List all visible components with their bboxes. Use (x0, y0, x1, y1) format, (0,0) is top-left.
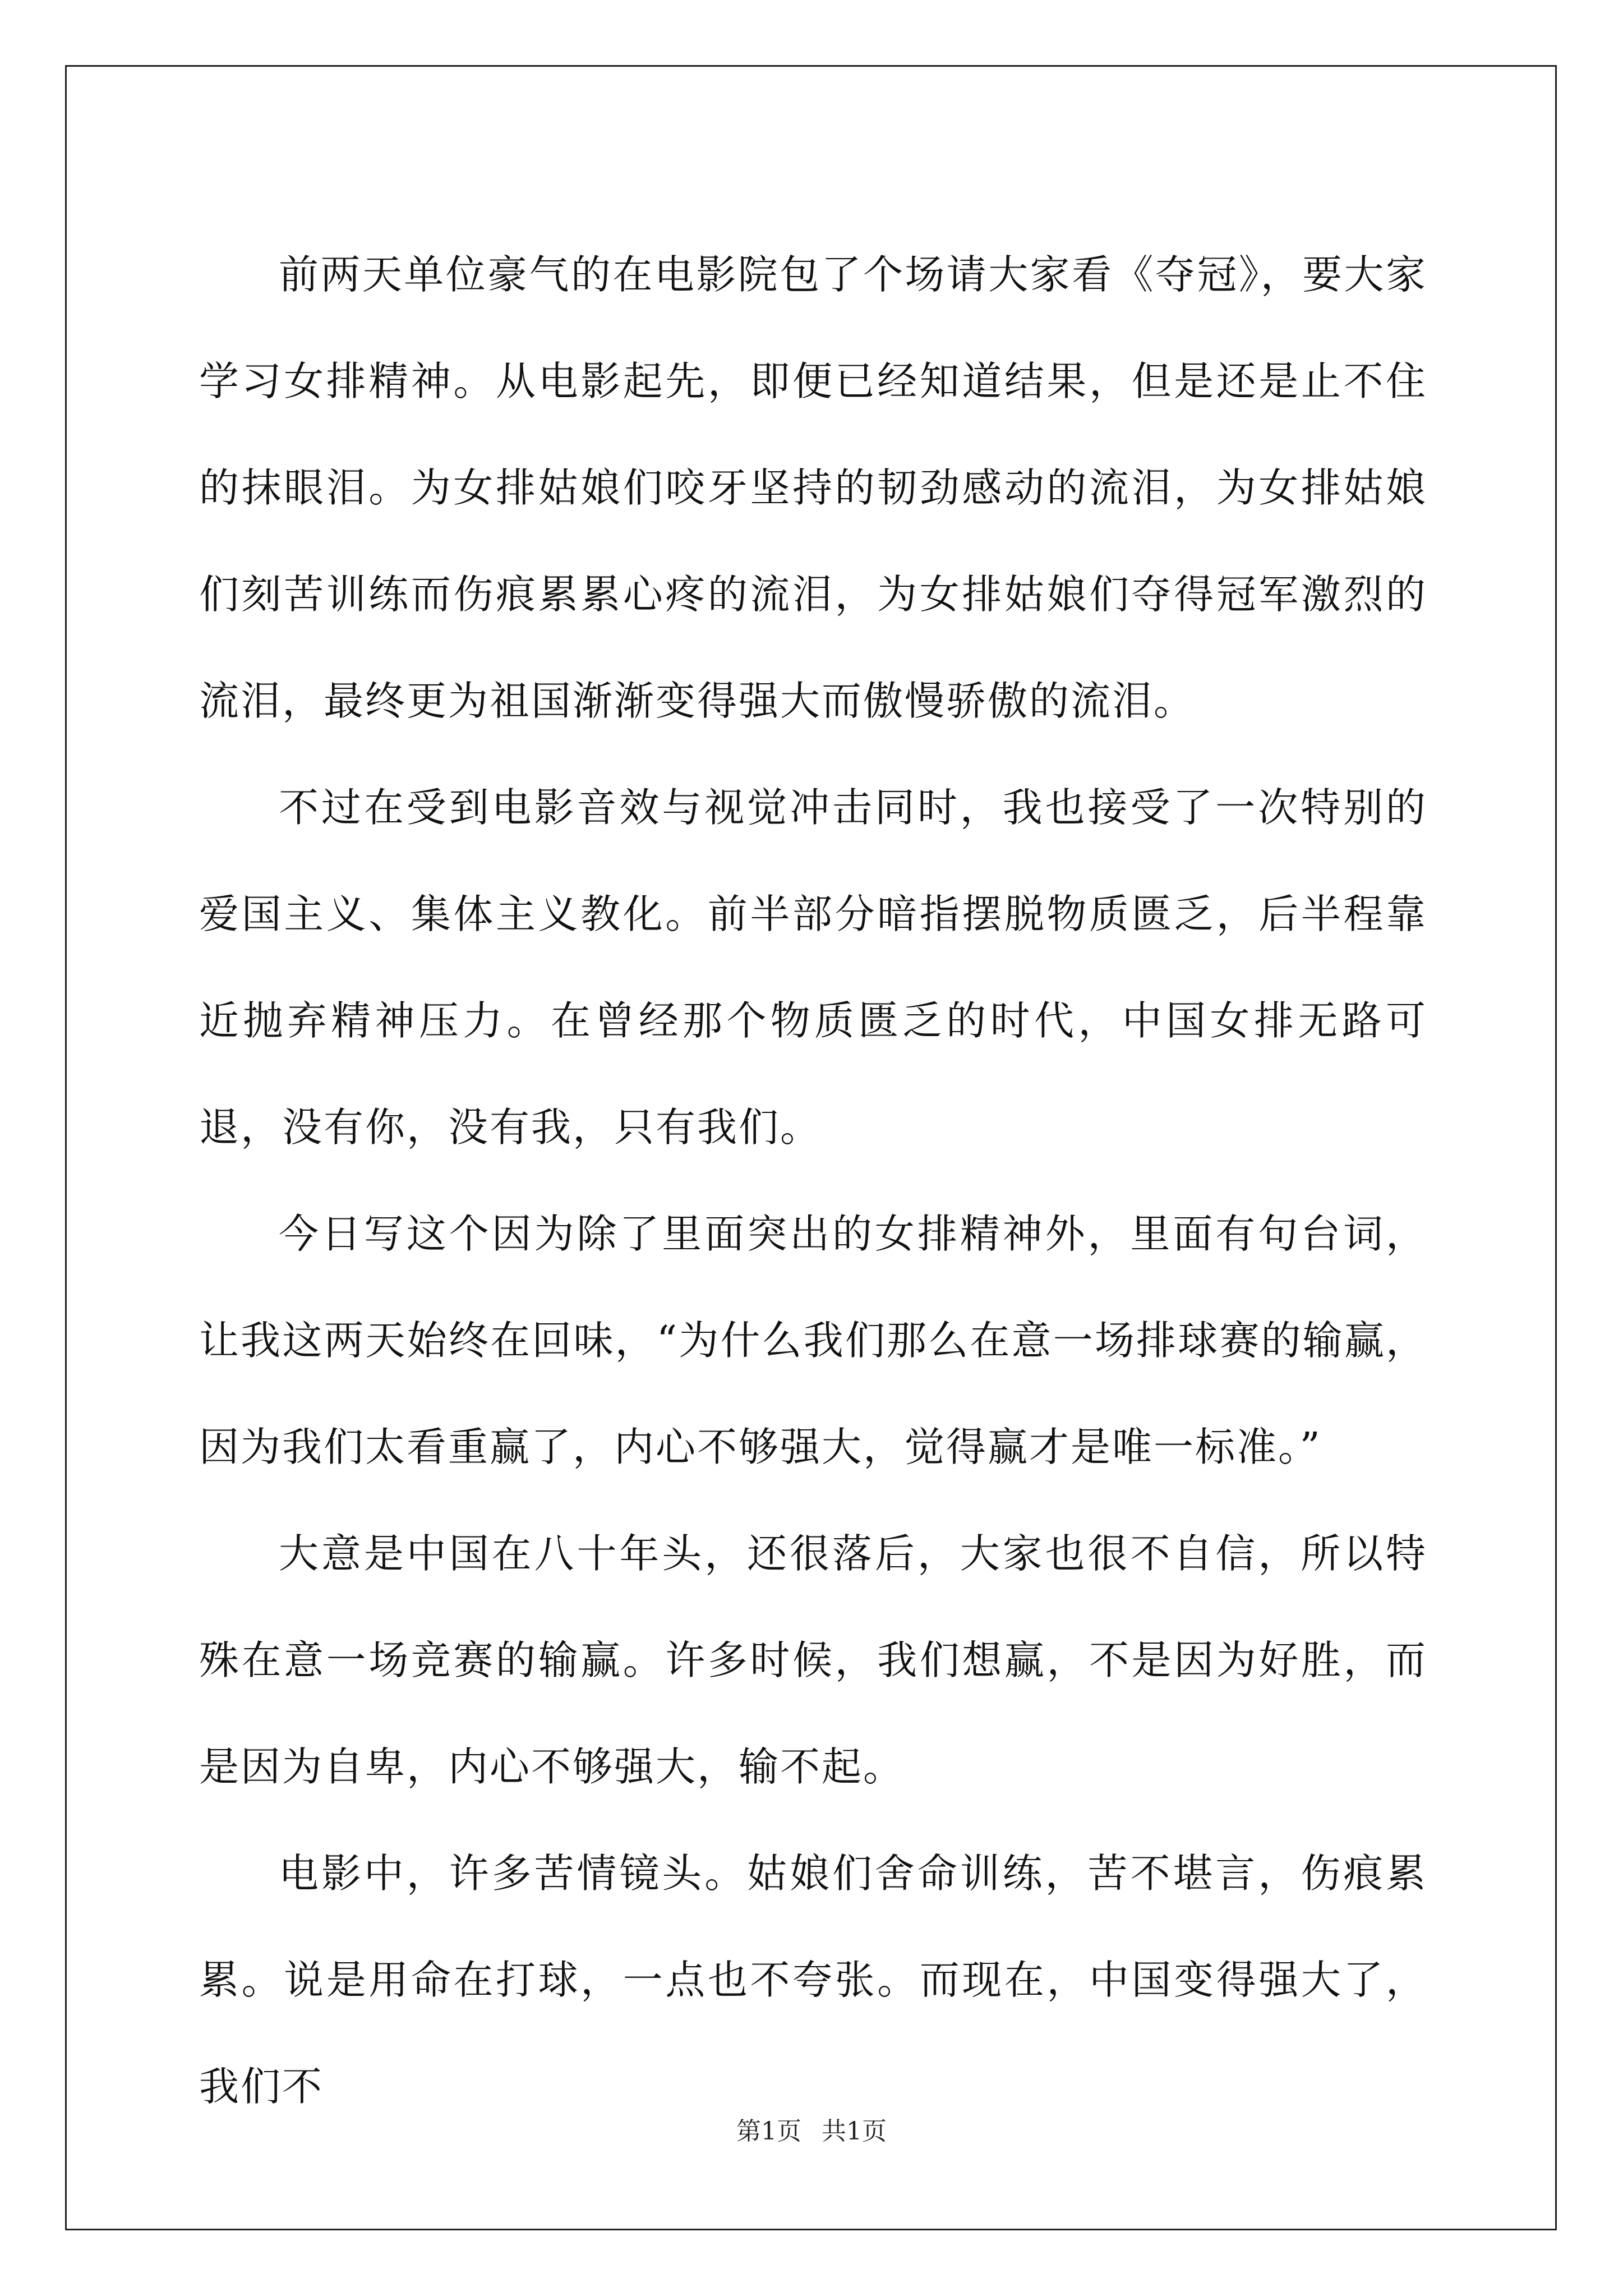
page-footer (0, 2115, 1623, 2148)
page-number-total: 共1页 (822, 2117, 887, 2146)
paragraph-5: 电影中，许多苦情镜头。姑娘们舍命训练，苦不堪言，伤痕累累。说是用命在打球，一点也不夸张。而现在，中国变得强大了，我们不 (199, 1850, 1427, 2110)
paragraph-3: 今日写这个因为除了里面突出的女排精神外，里面有句台词，让我这两天始终在回味，“为什么我们那么在意一场排球赛的输赢，因为我们太看重赢了，内心不够强大，觉得赢才是唯一标准。” (199, 1211, 1427, 1470)
paragraph-1: 前两天单位豪气的在电影院包了个场请大家看《夺冠》，要大家学习女排精神。从电影起先，即便已经知道结果，但是还是止不住的抹眼泪。为女排姑娘们咬牙坚持的韧劲感动的流泪，为女排姑娘们刻苦训练而伤痕累累心疼的流泪，为女排姑娘们夺得冠军激烈的流泪，最终更为祖国渐渐变得强大而傲慢骄傲的流泪。 (199, 251, 1427, 724)
paragraph-4: 大意是中国在八十年头，还很落后，大家也很不自信，所以特殊在意一场竞赛的输赢。许多时候，我们想赢，不是因为好胜，而是因为自卑，内心不够强大，输不起。 (199, 1530, 1427, 1790)
paragraph-2: 不过在受到电影音效与视觉冲击同时，我也接受了一次特别的爱国主义、集体主义教化。前半部分暗指摆脱物质匮乏，后半程靠近抛弃精神压力。在曾经那个物质匮乏的时代，中国女排无路可退，没有你，没有我，只有我们。 (199, 784, 1427, 1151)
page-number-current: 第1页 (736, 2117, 801, 2146)
document-body (199, 222, 1427, 2140)
